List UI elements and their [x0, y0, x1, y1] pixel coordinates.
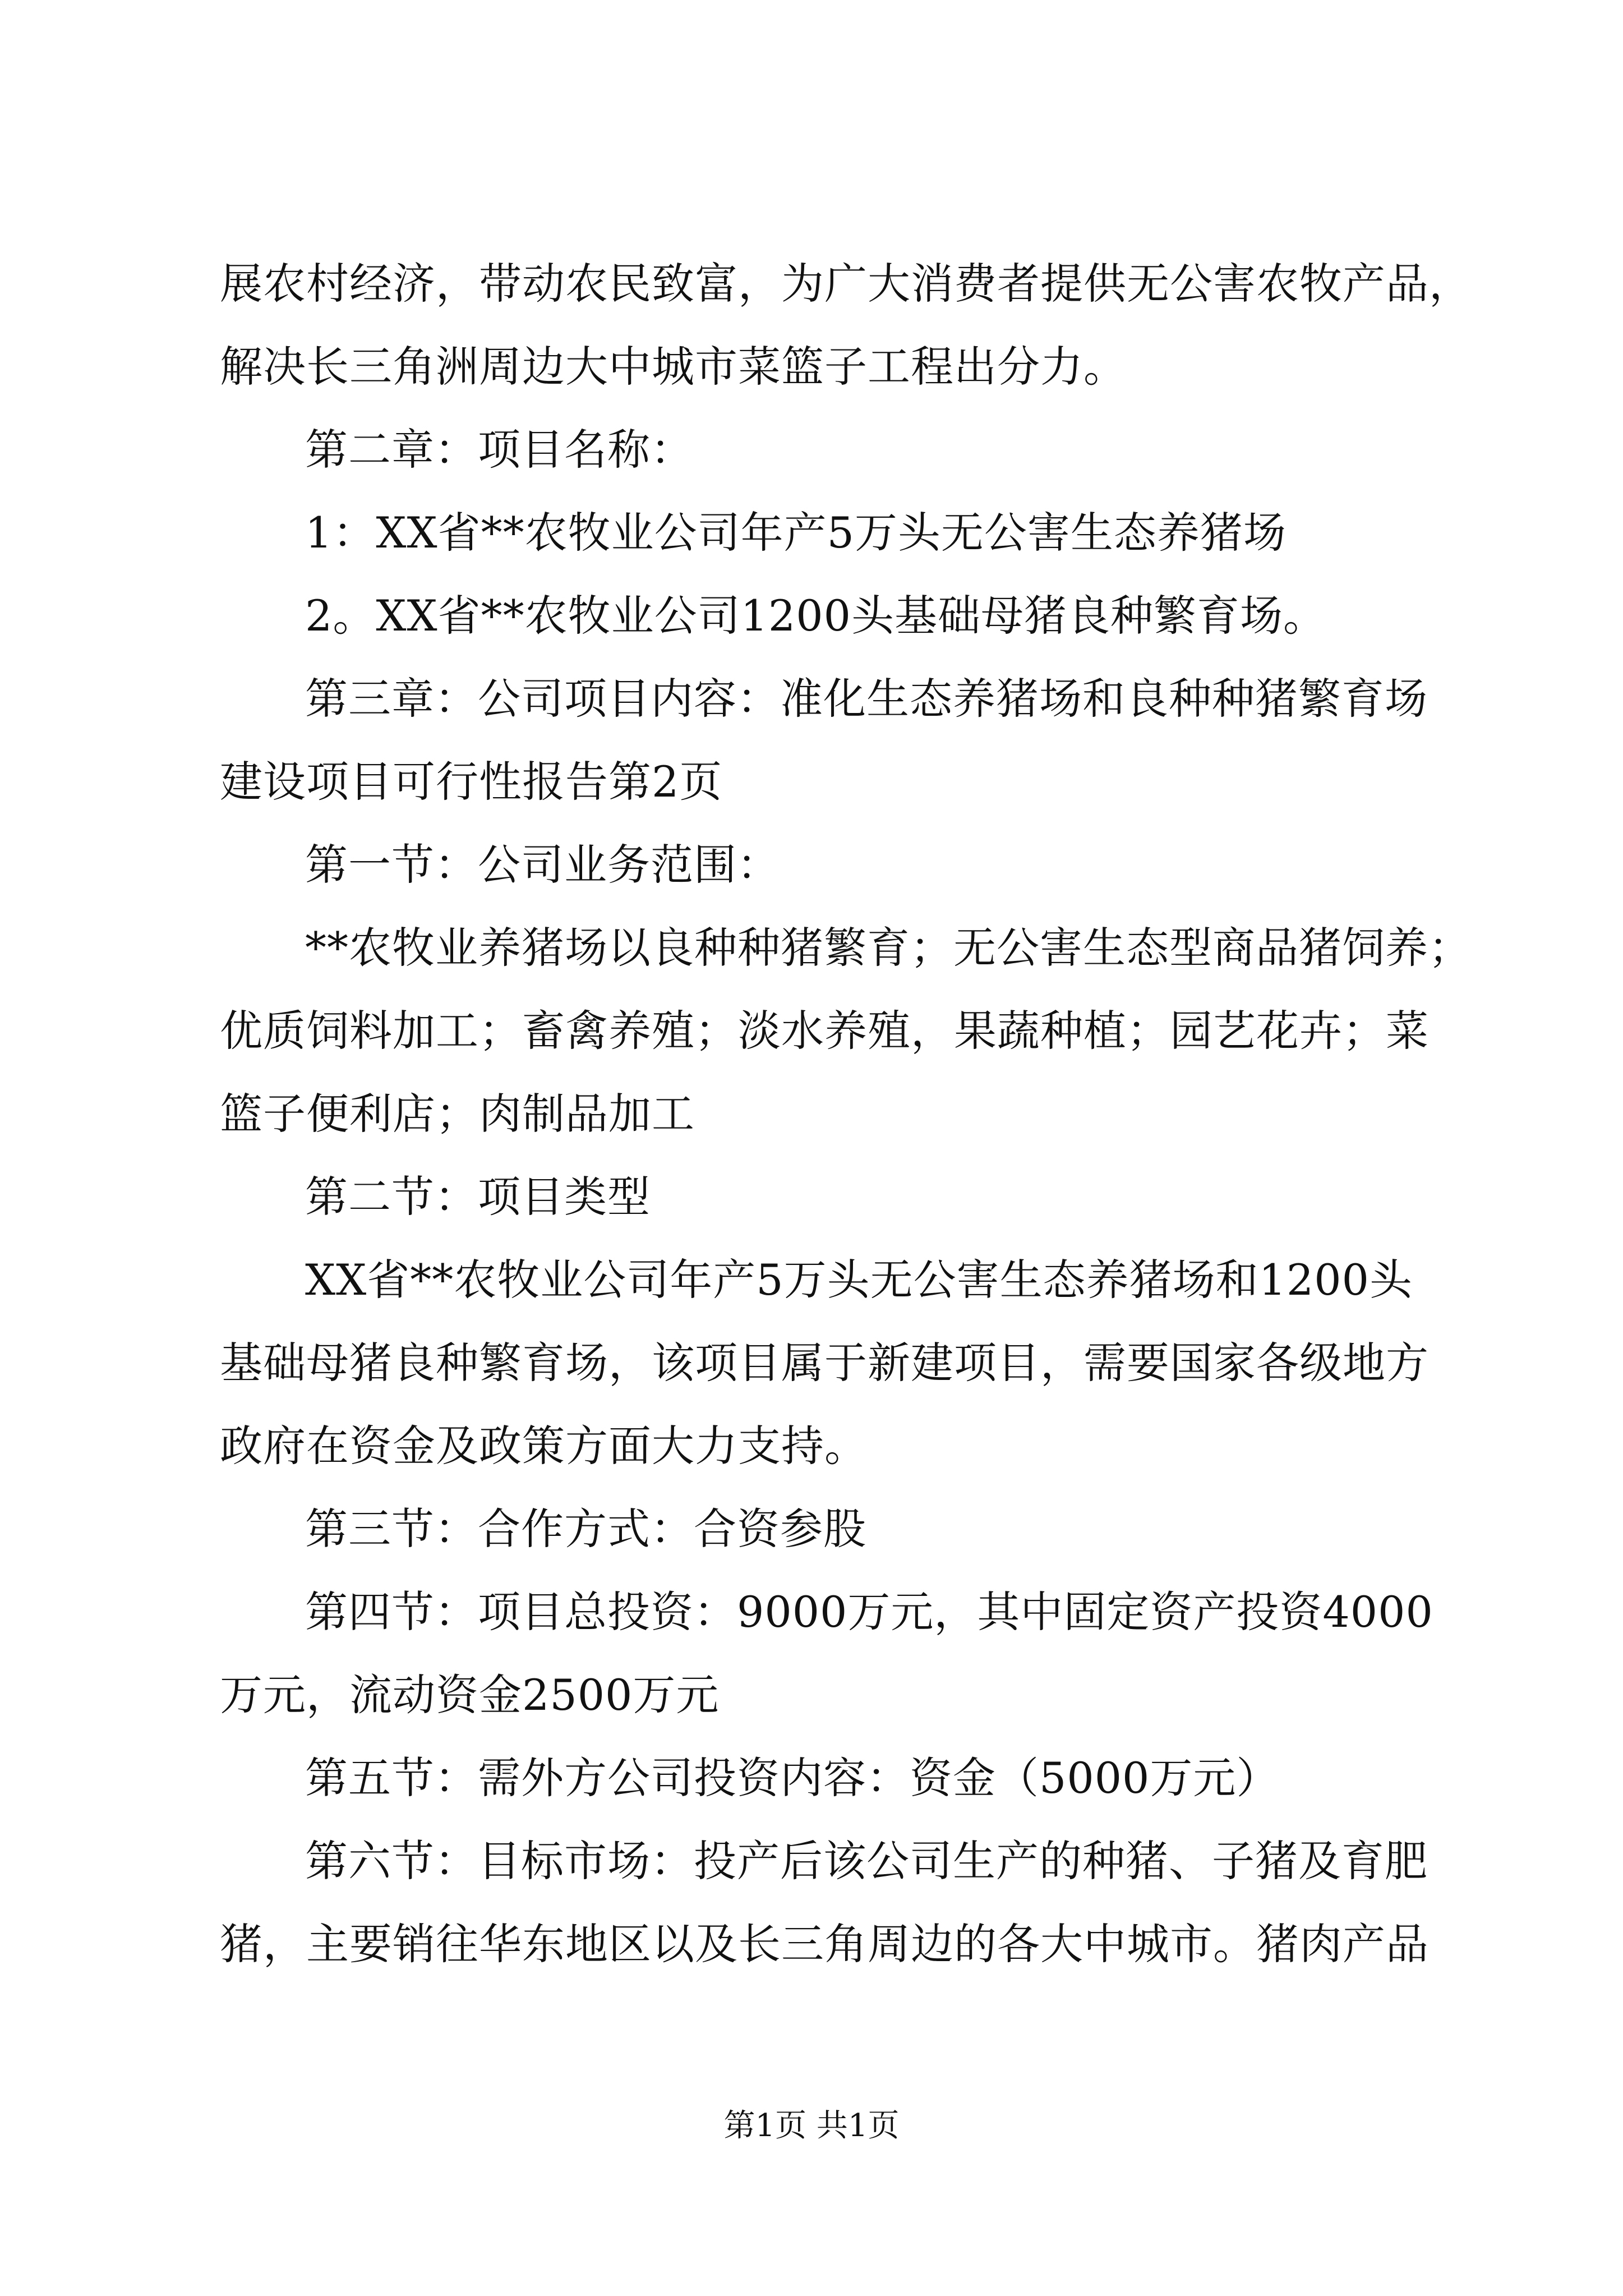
text-line: 解决长三角洲周边大中城市菜篮子工程出分力。	[220, 342, 1127, 392]
text-line: 猪，主要销往华东地区以及长三角周边的各大中城市。猪肉产品	[220, 1919, 1429, 1969]
text-line: 建设项目可行性报告第2页	[220, 757, 723, 807]
section-heading: 第五节：需外方公司投资内容：资金（5000万元）	[305, 1753, 1280, 1803]
text-line: 优质饲料加工；畜禽养殖；淡水养殖，果蔬种植；园艺花卉；菜	[220, 1006, 1429, 1056]
chapter-heading: 第三章：公司项目内容：准化生态养猪场和良种种猪繁育场	[305, 674, 1428, 724]
text-line: XX省**农牧业公司年产5万头无公害生态养猪场和1200头	[305, 1255, 1413, 1305]
text-line: 政府在资金及政策方面大力支持。	[220, 1421, 868, 1471]
text-line: 1：XX省**农牧业公司年产5万头无公害生态养猪场	[305, 508, 1287, 558]
text-line: 基础母猪良种繁育场，该项目属于新建项目，需要国家各级地方	[220, 1338, 1429, 1388]
text-line: 篮子便利店；肉制品加工	[220, 1089, 695, 1139]
section-heading: 第六节：目标市场：投产后该公司生产的种猪、子猪及育肥	[305, 1836, 1428, 1886]
section-heading: 第四节：项目总投资：9000万元，其中固定资产投资4000	[305, 1587, 1433, 1637]
text-line: 万元，流动资金2500万元	[220, 1670, 720, 1720]
section-heading: 第一节：公司业务范围：	[305, 840, 780, 890]
text-line: 展农村经济，带动农民致富，为广大消费者提供无公害农牧产品，	[220, 259, 1472, 309]
section-heading: 第二节：项目类型	[305, 1172, 651, 1222]
document-body	[220, 242, 1472, 1986]
text-line: 2。XX省**农牧业公司1200头基础母猪良种繁育场。	[305, 591, 1326, 641]
text-line: **农牧业养猪场以良种种猪繁育；无公害生态型商品猪饲养；	[305, 923, 1472, 973]
section-heading: 第三节：合作方式：合资参股	[305, 1504, 866, 1554]
chapter-heading: 第二章：项目名称：	[305, 425, 694, 475]
page-footer: 第1页 共1页	[723, 2108, 900, 2144]
